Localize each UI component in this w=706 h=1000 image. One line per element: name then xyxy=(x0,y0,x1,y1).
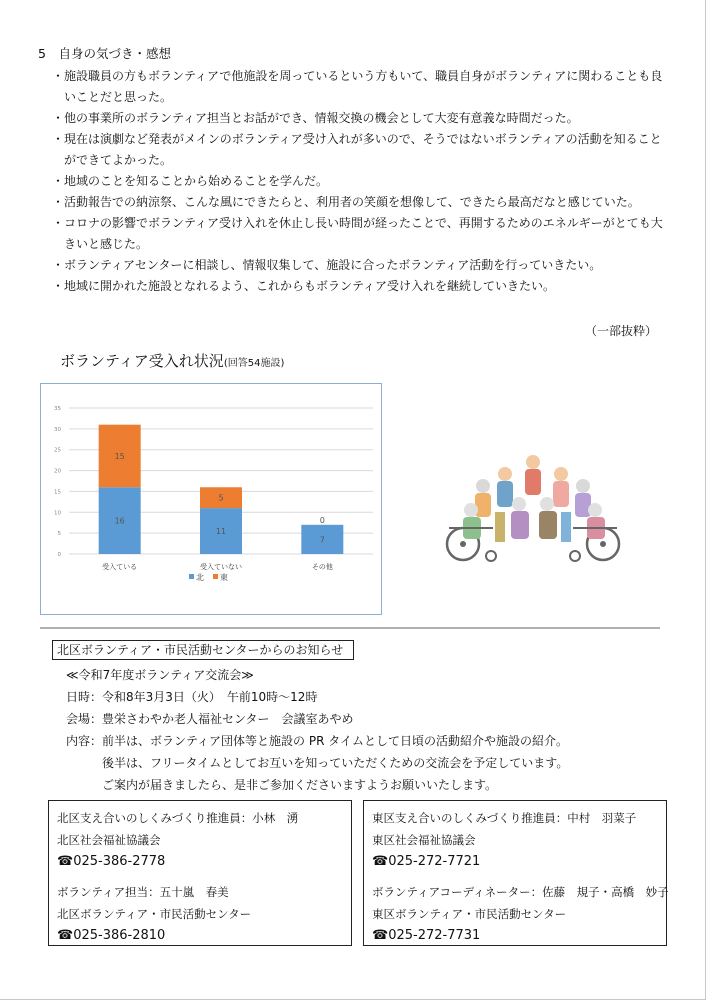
data-label: 0 xyxy=(319,515,325,525)
event-content: ご案内が届きましたら、是非ご参加くださいますようお願いいたします。 xyxy=(102,778,498,792)
contact-line: 東区支え合いのしくみづくり推進員：中村 羽菜子 xyxy=(372,811,637,825)
phone-number: ☎025-386-2778 xyxy=(57,854,166,869)
list-item: ・地域に開かれた施設となれるよう、これからもボランティア受け入れを継続していきたい。 xyxy=(52,279,556,293)
list-item: ・施設職員の方もボランティアで他施設を周っているという方もいて、職員自身がボランティアに関わることも良いことだと思った。 xyxy=(52,69,663,104)
y-tick-label: 25 xyxy=(54,447,61,454)
notice-body xyxy=(66,664,568,796)
event-content: 内容：前半は、ボランティア団体等と施設の PR タイムとして日頃の活動紹介や施設の紹介。 xyxy=(66,734,569,748)
legend-label: 東 xyxy=(220,573,228,582)
list-item: ・現在は演劇など発表がメインのボランティア受け入れが多いので、そうではないボランティアの活動を知ることができてよかった。 xyxy=(52,132,662,167)
chart-title-sub: (回答54施設) xyxy=(223,358,285,369)
contact-line: 北区支え合いのしくみづくり推進員：小林 湧 xyxy=(57,811,299,825)
data-label: 5 xyxy=(218,493,224,503)
phone-number: ☎025-386-2810 xyxy=(57,928,166,943)
feedback-list xyxy=(52,66,672,297)
section-title: 5 自身の気づき・感想 xyxy=(38,46,171,61)
elderly-care-group-illustration xyxy=(443,452,623,564)
list-item: ・地域のことを知ることから始めることを学んだ。 xyxy=(52,174,329,188)
event-content: 後半は、フリータイムとしてお互いを知っていただくための交流会を予定しています。 xyxy=(102,756,569,770)
legend-swatch xyxy=(213,574,218,579)
chart-title xyxy=(60,350,284,371)
phone-number: ☎025-272-7721 xyxy=(372,854,481,869)
y-tick-label: 30 xyxy=(54,426,61,433)
y-tick-label: 10 xyxy=(54,510,61,517)
contact-box-east xyxy=(363,800,667,946)
contact-line: 東区ボランティア・市民活動センター xyxy=(372,907,567,921)
x-tick-label: その他 xyxy=(311,563,333,571)
y-tick-label: 20 xyxy=(54,468,61,475)
data-label: 11 xyxy=(215,527,227,537)
y-tick-label: 0 xyxy=(57,552,61,558)
contact-line: ボランティアコーディネーター：佐藤 規子・高橋 妙子 xyxy=(372,885,669,899)
chart-title-main: ボランティア受入れ状況 xyxy=(60,352,224,370)
section-divider xyxy=(40,627,660,629)
contact-line: 東区社会福祉協議会 xyxy=(372,833,476,847)
list-item: ・コロナの影響でボランティア受け入れを休止し長い時間が経ったことで、再開するためのエネルギーがとても大きいと感じた。 xyxy=(52,216,663,251)
y-tick-label: 15 xyxy=(54,489,61,496)
event-venue: 会場：豊栄さわやか老人福祉センター 会議室あやめ xyxy=(66,712,354,726)
x-tick-label: 受入ている xyxy=(102,563,138,571)
legend-swatch xyxy=(189,574,194,579)
notice-header: 北区ボランティア・市民活動センターからのお知らせ xyxy=(52,640,354,660)
legend-label: 北 xyxy=(196,573,204,582)
contact-box-north xyxy=(48,800,352,946)
list-item: ・ボランティアセンターに相談し、情報収集して、施設に合ったボランティア活動を行っていきたい。 xyxy=(52,258,602,272)
excerpt-note: （一部抜粋） xyxy=(584,324,657,338)
contact-line: ボランティア担当：五十嵐 春美 xyxy=(57,885,229,899)
data-label: 7 xyxy=(319,535,325,545)
y-tick-label: 35 xyxy=(54,406,61,412)
x-tick-label: 受入ていない xyxy=(200,563,242,571)
contact-line: 北区社会福祉協議会 xyxy=(57,833,161,847)
phone-number: ☎025-272-7731 xyxy=(372,928,481,943)
contact-line: 北区ボランティア・市民活動センター xyxy=(57,907,252,921)
list-item: ・活動報告での納涼祭、こんな風にできたらと、利用者の笑顔を想像して、できたら最高だなと感じていた。 xyxy=(52,195,640,209)
data-label: 15 xyxy=(114,451,125,461)
event-date: 日時：令和8年3月3日（火） 午前10時～12時 xyxy=(66,690,318,704)
data-label: 16 xyxy=(114,516,125,526)
event-title: ≪令和7年度ボランティア交流会≫ xyxy=(66,668,254,682)
chart-frame xyxy=(40,383,382,615)
list-item: ・他の事業所のボランティア担当とお話ができ、情報交換の機会として大変有意義な時間だった。 xyxy=(52,111,579,125)
bar-chart xyxy=(41,384,381,614)
y-tick-label: 5 xyxy=(57,531,61,538)
